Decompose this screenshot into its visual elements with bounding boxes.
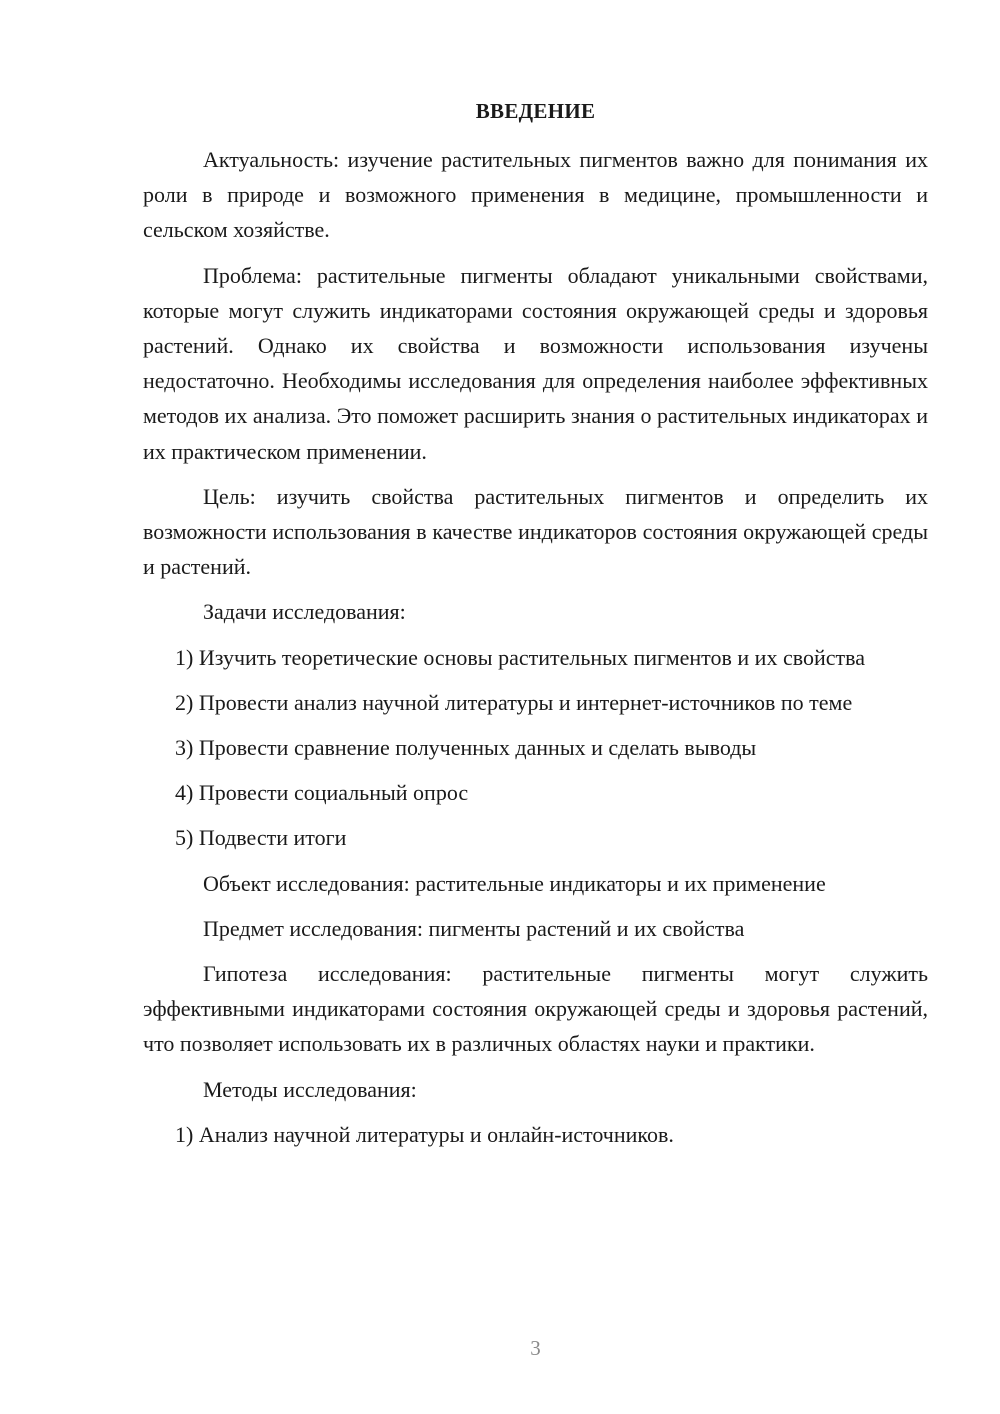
subject-paragraph: Предмет исследования: пигменты растений и их свойства	[203, 915, 745, 941]
task-item-4: 4) Провести социальный опрос	[175, 780, 469, 806]
methods-heading: Методы исследования:	[203, 1076, 417, 1102]
hypothesis-paragraph: Гипотеза исследования: растительные пигменты могут служить эффективными индикаторами состояния окружающей среды и здоровья растений, что позволяет использовать их в различных областях науки и практики.	[143, 961, 928, 1057]
task-item-3: 3) Провести сравнение полученных данных и сделать выводы	[175, 735, 757, 761]
task-item-1: 1) Изучить теоретические основы растительных пигментов и их свойства	[175, 644, 865, 670]
task-item-2: 2) Провести анализ научной литературы и интернет-источников по теме	[175, 689, 853, 715]
problem-paragraph: Проблема: растительные пигменты обладают уникальными свойствами, которые могут служить индикаторами состояния окружающей среды и здоровья растений. Однако их свойства и возможности использования изучены недостаточно. Необходимы исследования для определения наиболее эффективных методов их анализа. Это поможет расширить знания о растительных индикаторах и их практическом применении.	[143, 262, 928, 464]
document-body	[143, 142, 928, 1162]
goal-paragraph: Цель: изучить свойства растительных пигментов и определить их возможности использования в качестве индикаторов состояния окружающей среды и растений.	[143, 483, 928, 580]
relevance-paragraph: Актуальность: изучение растительных пигментов важно для понимания их роли в природе и возможного применения в медицине, промышленности и сельском хозяйстве.	[143, 147, 928, 243]
document-page	[143, 0, 928, 1414]
object-paragraph: Объект исследования: растительные индикаторы и их применение	[203, 870, 826, 896]
method-item-1: 1) Анализ научной литературы и онлайн-источников.	[175, 1121, 674, 1147]
page-number: 3	[530, 1336, 541, 1360]
task-item-5: 5) Подвести итоги	[175, 825, 347, 851]
section-title: ВВЕДЕНИЕ	[475, 99, 596, 123]
tasks-heading: Задачи исследования:	[203, 599, 406, 625]
